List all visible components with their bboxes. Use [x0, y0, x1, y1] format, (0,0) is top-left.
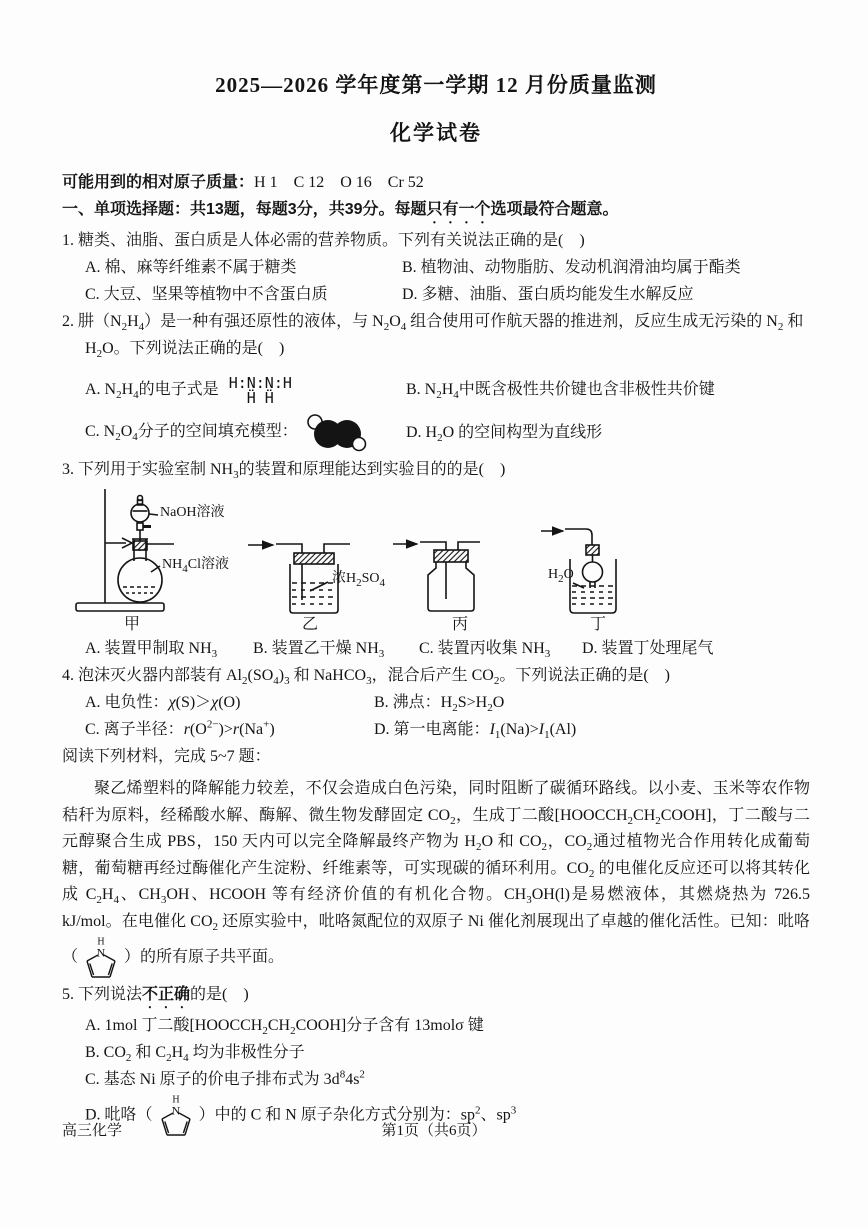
svg-text:N: N [96, 945, 106, 960]
question-3-option-c: C. 装置丙收集 $NH_3$ [419, 640, 551, 661]
question-2 [62, 308, 810, 452]
svg-text:H: H [171, 1094, 180, 1106]
exam-title-line1: 2025—2026 学年度第一学期 12 月份质量监测 [215, 73, 657, 97]
question-4-options [62, 689, 810, 743]
section-1-heading: 一、单项选择题：共13题，每题3分，共39分。每题只有一个选项最符合题意。 [62, 201, 619, 218]
question-1 [62, 227, 810, 308]
exam-title-line2: 化学试卷 [390, 121, 482, 145]
question-1-options [62, 254, 810, 308]
atomic-masses-label: 可能用到的相对原子质量： [62, 174, 255, 191]
svg-text:N: N [171, 1103, 180, 1118]
question-3-option-b: B. 装置乙干燥 $NH_3$ [253, 640, 385, 661]
question-2-options-row1 [62, 376, 810, 406]
question-4-option-c: C. 离子半径：$r(O^{2-})>r(Na^+)$ [85, 718, 275, 738]
label-nh4cl-solution: $NH_4Cl$溶液 [162, 557, 229, 575]
question-1-stem: 1. 糖类、油脂、蛋白质是人体必需的营养物质。下列有关说法正确的是( ) [62, 232, 585, 249]
question-2-stem: 2. 肼$(N_2H_4)$是一种有强还原性的液体，与 $N_2O_4$ 组合使用可作航天器的推进剂，反应生成无污染的 $N_2$ 和 $H_2O$。下列说法正确的是( ) [62, 313, 804, 361]
question-2-option-d: D. $H_2O$ 的空间构型为直线形 [406, 423, 603, 444]
apparatus-figure [62, 483, 810, 635]
question-2-option-b: B. $N_2H_4$中既含极性共价键也含非极性共价键 [406, 381, 715, 402]
question-3-stem: 3. 下列用于实验室制 $NH_3$的装置和原理能达到实验目的的是( ) [62, 461, 506, 482]
question-2-option-a-label: A. $N_2H_4$的电子式是 [85, 381, 219, 402]
question-5-option-c: C. 基态 Ni 原子的价电子排布式为 $3d^84s^2$ [85, 1068, 365, 1088]
question-1-option-a: A. 棉、麻等纤维素不属于糖类 [85, 259, 297, 276]
caption-bing: 丙 [452, 616, 469, 633]
question-1-option-d: D. 多糖、油脂、蛋白质均能发生水解反应 [402, 286, 694, 303]
question-2-option-c-label: C. $N_2O_4$分子的空间填充模型： [85, 422, 298, 443]
reading-material: 聚乙烯塑料的降解能力较差，不仅会造成白色污染，同时阻断了碳循环路线。以小麦、玉米等农作物秸秆为原料，经稀酸水解、酶解、微生物发酵固定 $CO_2$，生成丁二酸$[HOOCCH_2CH_2COOH]$，丁二酸与二元醇聚合生成 PBS，150 天内可以完全降解最终产物为 $H_2O$ 和 $CO_2$，$CO_2$通过植物光合作用转化成葡萄糖，葡萄糖再经过酶催化产生淀粉、纤维素等，可实现碳的循环利用。$CO_2$ 的电催化反应还可以将其转化成 $C_2H_4$、$CH_3OH$、HCOOH 等有经济价值的有机化合物。$CH_3OH(l)$是易燃液体，其燃烧热为 726.5 kJ/mol。在电催化 $CO_2$ 还原实验中，吡咯氮配位的双原子 Ni 催化剂展现出了卓越的催化活性。已知：吡咯（ H N ）的所有原子共平面。 [62, 776, 810, 981]
n2h4-electron-formula [229, 376, 292, 406]
question-3-options [62, 635, 810, 662]
svg-text:H: H [97, 936, 105, 948]
question-2-option-c [85, 412, 406, 452]
footer-page-number: 第1页（共6页） [381, 1123, 487, 1139]
label-concentrated-h2so4: 浓$H_2SO_4$ [332, 571, 386, 589]
question-4-option-b: B. 沸点：$H_2S>H_2O$ [374, 694, 505, 715]
question-5-option-d: D. 吡咯（ H N ）中的 C 和 N 原子杂化方式分别为：$sp^2$、$sp^3$ [85, 1093, 810, 1139]
caption-jia: 甲 [124, 616, 141, 633]
question-5-option-a: A. 1mol 丁二酸$[HOOCCH_2CH_2COOH]$分子含有 13molσ 键 [85, 1017, 484, 1038]
question-5-stem: 5. 下列说法不正确的是( ) [62, 986, 249, 1003]
caption-ding: 丁 [590, 616, 607, 633]
reading-instruction: 阅读下列材料，完成 5~7 题： [62, 748, 271, 765]
electron-formula-line1: H:N̤:N̤:H [228, 374, 292, 392]
atomic-masses-values: H 1 C 12 O 16 Cr 52 [254, 174, 424, 191]
n2o4-space-filling-model [302, 412, 368, 452]
label-naoh-solution: NaOH溶液 [160, 505, 225, 520]
question-4-option-a: A. 电负性：χ(S)＞χ(O) [85, 694, 241, 711]
pyrrole-structure [83, 935, 119, 981]
question-2-option-a [85, 376, 406, 406]
question-4 [62, 662, 810, 743]
question-3-option-a: A. 装置甲制取 $NH_3$ [85, 640, 218, 661]
label-h2o: $H_2O$ [548, 567, 574, 585]
question-4-stem: 4. 泡沫灭火器内部装有 $Al_2(SO_4)_3$ 和 NaHCO$_3$，混合后产生 $CO_2$。下列说法正确的是( ) [62, 667, 670, 688]
question-2-options-row2 [62, 412, 810, 452]
question-4-option-d: D. 第一电离能：$I_1(Na)>I_1(Al)$ [374, 721, 577, 742]
question-3-option-d: D. 装置丁处理尾气 [582, 640, 714, 657]
footer-subject: 高三化学 [62, 1123, 123, 1139]
atomic-masses-line [62, 169, 810, 196]
apparatus-bing-diagram [393, 542, 480, 611]
caption-yi: 乙 [302, 616, 319, 633]
question-1-option-b: B. 植物油、动物脂肪、发动机润滑油均属于酯类 [402, 259, 741, 276]
electron-formula-line2: Ḧ Ḧ [228, 389, 274, 407]
question-3 [62, 456, 810, 662]
question-5-option-b: B. $CO_2$ 和 $C_2H_4$ 均为非极性分子 [85, 1044, 305, 1065]
question-5 [62, 981, 810, 1139]
question-1-option-c: C. 大豆、坚果等植物中不含蛋白质 [85, 286, 328, 303]
